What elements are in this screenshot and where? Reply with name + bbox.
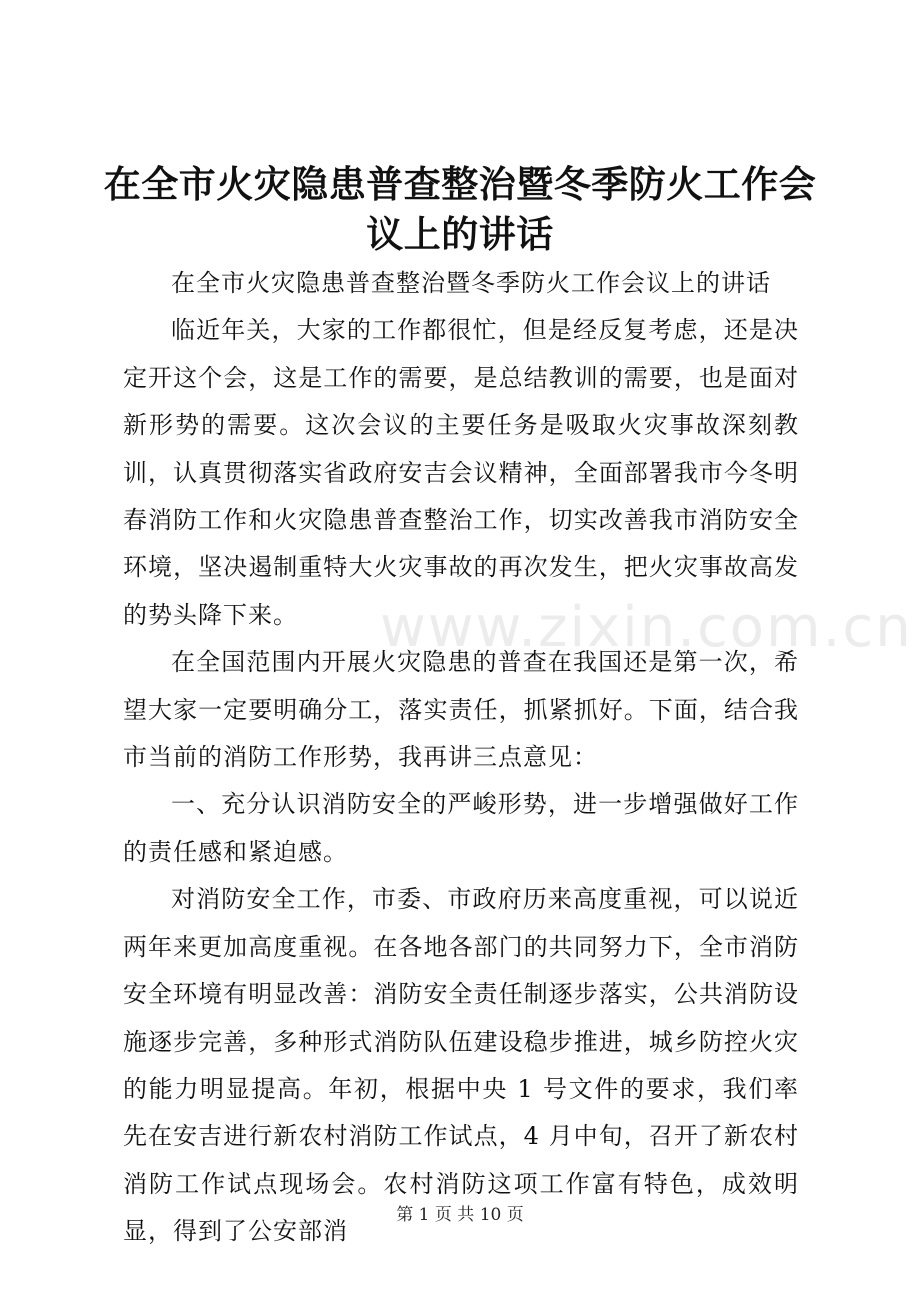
paragraph-subtitle: 在全市火灾隐患普查整治暨冬季防火工作会议上的讲话 [171, 269, 771, 297]
document-body [123, 260, 799, 1256]
paragraph-survey: 在全国范围内开展火灾隐患的普查在我国还是第一次，希望大家一定要明确分工，落实责任，抓紧抓好。下面，结合我市当前的消防工作形势，我再讲三点意见： [123, 648, 799, 772]
document-title: 在全市火灾隐患普查整治暨冬季防火工作会议上的讲话 [103, 163, 817, 256]
paragraph-section-one-heading: 一、充分认识消防安全的严峻形势，进一步增强做好工作的责任感和紧迫感。 [123, 790, 799, 866]
paragraph-intro: 临近年关，大家的工作都很忙，但是经反复考虑，还是决定开这个会，这是工作的需要，是总结教训的需要，也是面对新形势的需要。这次会议的主要任务是吸取火灾事故深刻教训，认真贯彻落实省政府安吉会议精神，全面部署我市今冬明春消防工作和火灾隐患普查整治工作，切实改善我市消防安全环境，坚决遏制重特大火灾事故的再次发生，把火灾事故高发的势头降下来。 [123, 316, 799, 629]
watermark: www.zixin.com.cn [380, 595, 913, 660]
page-footer: 第 1 页 共 10 页 [396, 1205, 524, 1225]
paragraph-section-one-body: 对消防安全工作，市委、市政府历来高度重视，可以说近两年来更加高度重视。在各地各部门的共同努力下，全市消防安全环境有明显改善：消防安全责任制逐步落实，公共消防设施逐步完善，多种形式消防队伍建设稳步推进，城乡防控火灾的能力明显提高。年初，根据中央 1 号文件的要求，我们率先在安吉进行新农村消防工作试点，4 月中旬，召开了新农村消防工作试点现场会。农村消防这项工作富有特色，成效明显，得到了公安部消 [123, 885, 799, 1246]
